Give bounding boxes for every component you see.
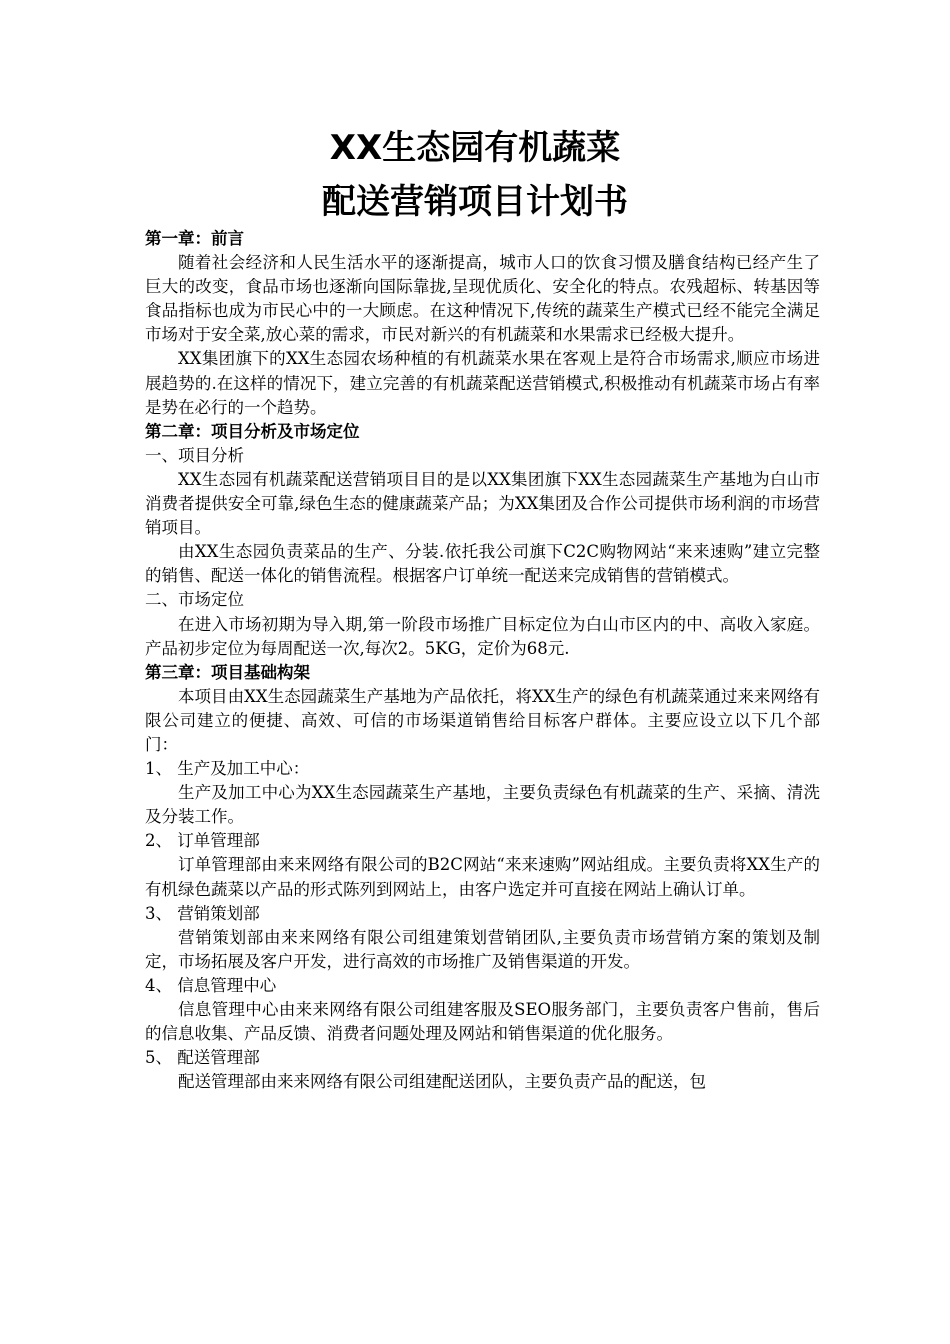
chapter-heading: 第三章：项目基础构架 xyxy=(145,662,310,682)
body-paragraph: 在进入市场初期为导入期,第一阶段市场推广目标定位为白山市区内的中、高收入家庭。产品初步定位为每周配送一次,每次2。5KG，定价为68元. xyxy=(145,614,820,658)
section-subheading: 3、 营销策划部 xyxy=(145,903,260,923)
section-subheading: 二、市场定位 xyxy=(145,590,244,610)
body-paragraph: 配送管理部由来来网络有限公司组建配送团队，主要负责产品的配送，包 xyxy=(178,1072,706,1092)
section-subheading: 1、 生产及加工中心： xyxy=(145,759,310,779)
body-paragraph: XX生态园有机蔬菜配送营销项目目的是以XX集团旗下XX生态园蔬菜生产基地为白山市消费者提供安全可靠,绿色生态的健康蔬菜产品；为XX集团及合作公司提供市场利润的市场营销项目。 xyxy=(145,469,820,538)
body-paragraph: 信息管理中心由来来网络有限公司组建客服及SEO服务部门，主要负责客户售前，售后的信息收集、产品反馈、消费者问题处理及网站和销售渠道的优化服务。 xyxy=(145,1000,820,1044)
chapter-heading: 第一章：前言 xyxy=(145,229,244,248)
section-subheading: 5、 配送管理部 xyxy=(145,1048,260,1068)
body-paragraph: 生产及加工中心为XX生态园蔬菜生产基地，主要负责绿色有机蔬菜的生产、采摘、清洗及分装工作。 xyxy=(145,783,820,827)
body-paragraph: 本项目由XX生态园蔬菜生产基地为产品依托，将XX生产的绿色有机蔬菜通过来来网络有限公司建立的便捷、高效、可信的市场渠道销售给目标客户群体。主要应设立以下几个部门： xyxy=(145,686,820,754)
section-subheading: 2、 订单管理部 xyxy=(145,831,260,851)
chapter-heading: 第二章：项目分析及市场定位 xyxy=(145,421,360,441)
body-paragraph: 订单管理部由来来网络有限公司的B2C网站“来来速购”网站组成。主要负责将XX生产的有机绿色蔬菜以产品的形式陈列到网站上，由客户选定并可直接在网站上确认订单。 xyxy=(145,855,820,899)
body-paragraph: 由XX生态园负责菜品的生产、分装.依托我公司旗下C2C购物网站“来来速购”建立完整的销售、配送一体化的销售流程。根据客户订单统一配送来完成销售的营销模式。 xyxy=(145,542,820,586)
section-subheading: 一、项目分析 xyxy=(145,445,244,465)
section-subheading: 4、 信息管理中心 xyxy=(145,975,277,995)
document-title-line-2: 配送营销项目计划书 xyxy=(322,182,628,222)
body-paragraph: 营销策划部由来来网络有限公司组建策划营销团队,主要负责市场营销方案的策划及制定，市场拓展及客户开发，进行高效的市场推广及销售渠道的开发。 xyxy=(145,927,820,971)
document-title-line-1: XX生态园有机蔬菜 xyxy=(329,128,621,168)
body-paragraph: 随着社会经济和人民生活水平的逐渐提高，城市人口的饮食习惯及膳食结构已经产生了巨大的改变，食品市场也逐渐向国际靠拢,呈现优质化、安全化的特点。农残超标、转基因等食品指标也成为市民心中的一大顾虑。在这种情况下,传统的蔬菜生产模式已经不能完全满足市场对于安全菜,放心菜的需求，市民对新兴的有机蔬菜和水果需求已经极大提升。 xyxy=(145,253,820,345)
body-paragraph: XX集团旗下的XX生态园农场种植的有机蔬菜水果在客观上是符合市场需求,顺应市场进展趋势的.在这样的情况下，建立完善的有机蔬菜配送营销模式,积极推动有机蔬菜市场占有率是势在必行的一个趋势。 xyxy=(145,349,820,417)
document-body xyxy=(145,227,820,1094)
